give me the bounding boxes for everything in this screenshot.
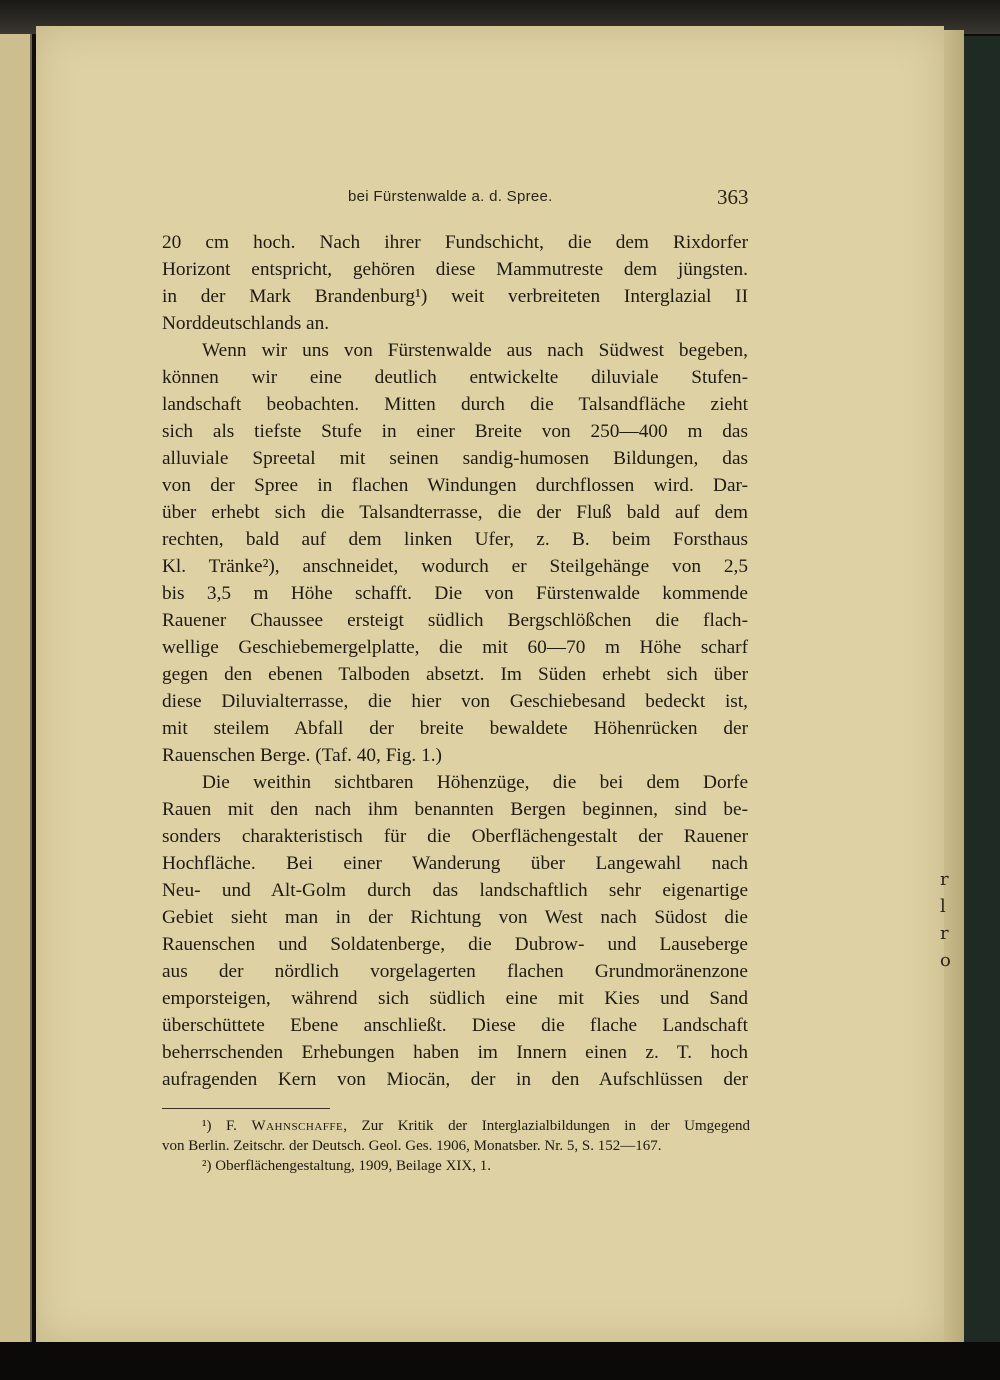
running-head: bei Fürstenwalde a. d. Spree. [348,188,553,205]
margin-mark: r [940,923,949,944]
text-line: Norddeutschlands an. [162,313,330,334]
text-line: wellige Geschiebemergelplatte, die mit 60—70 m Höhe scharf [162,637,748,658]
text-line: rechten, bald auf dem linken Ufer, z. B. beim Forsthaus [162,529,748,550]
footnote-rule [162,1108,330,1109]
footnotes [162,1116,750,1176]
text-line: Hochfläche. Bei einer Wanderung über Langewahl nach [162,853,748,874]
text-line: Horizont entspricht, gehören diese Mammutreste dem jüngsten. [162,259,748,280]
text-line: aus der nördlich vorgelagerten flachen Grundmoränenzone [162,961,748,982]
text-line: beherrschenden Erhebungen haben im Innern einen z. T. hoch [162,1042,748,1063]
text-line: Kl. Tränke²), anschneidet, wodurch er Steilgehänge von 2,5 [162,556,748,577]
text-line: können wir eine deutlich entwickelte diluviale Stufen- [162,367,748,388]
text-line: Wenn wir uns von Fürstenwalde aus nach Südwest begeben, [202,340,748,361]
text-line: Rauenschen und Soldatenberge, die Dubrow- und Lauseberge [162,934,748,955]
text-line: alluviale Spreetal mit seinen sandig-humosen Bildungen, das [162,448,748,469]
left-page-edge [0,34,32,1344]
footnote-1-author: Wahnschaffe [251,1118,344,1134]
text-line: diese Diluvialterrasse, die hier von Geschiebesand bedeckt ist, [162,691,748,712]
text-line: Rauenschen Berge. (Taf. 40, Fig. 1.) [162,745,442,766]
text-line: Rauener Chaussee ersteigt südlich Bergschlößchen die flach- [162,610,748,631]
scan-bottom-edge [0,1342,1000,1380]
text-line: in der Mark Brandenburg¹) weit verbreiteten Interglazial II [162,286,748,307]
page-number: 363 [717,185,749,209]
text-line: landschaft beobachten. Mitten durch die Talsandfläche zieht [162,394,748,415]
text-line: über erhebt sich die Talsandterrasse, die der Fluß bald auf dem [162,502,748,523]
footnote-2: ²) Oberflächengestaltung, 1909, Beilage XIX, 1. [202,1158,491,1174]
text-line: überschüttete Ebene anschließt. Diese die flache Landschaft [162,1015,748,1036]
text-line: Neu- und Alt-Golm durch das landschaftlich sehr eigenartige [162,880,748,901]
text-line: mit steilem Abfall der breite bewaldete Höhenrücken der [162,718,748,739]
text-line: aufragenden Kern von Miocän, der in den Aufschlüssen der [162,1069,748,1090]
text-line: Die weithin sichtbaren Höhenzüge, die bei dem Dorfe [202,772,748,793]
margin-mark: o [940,950,951,971]
footnote-1-continued: von Berlin. Zeitschr. der Deutsch. Geol. Ges. 1906, Monatsber. Nr. 5, S. 152—167. [162,1138,662,1154]
footnote-1-marker: ¹) F. [202,1118,237,1134]
right-page-edges [944,30,964,1345]
text-line: bis 3,5 m Höhe schafft. Die von Fürstenwalde kommende [162,583,748,604]
margin-mark: l [940,896,946,917]
footnote-1 [162,1116,750,1136]
body-text [162,229,748,1093]
text-line: Gebiet sieht man in der Richtung von West nach Südost die [162,907,748,928]
text-line: gegen den ebenen Talboden absetzt. Im Süden erhebt sich über [162,664,748,685]
text-line: sich als tiefste Stufe in einer Breite von 250—400 m das [162,421,748,442]
footnote-1-text: , Zur Kritik der Interglazialbildungen in der Umgegend [343,1118,750,1134]
book-cover-edge [964,36,1000,1346]
text-line: sonders charakteristisch für die Oberflächengestalt der Rauener [162,826,748,847]
text-line: von der Spree in flachen Windungen durchflossen wird. Dar- [162,475,748,496]
text-line: emporsteigen, während sich südlich eine mit Kies und Sand [162,988,748,1009]
margin-marks [940,866,962,974]
text-line: 20 cm hoch. Nach ihrer Fundschicht, die dem Rixdorfer [162,232,748,253]
text-line: Rauen mit den nach ihm benannten Bergen beginnen, sind be- [162,799,748,820]
margin-mark: r [940,869,949,890]
